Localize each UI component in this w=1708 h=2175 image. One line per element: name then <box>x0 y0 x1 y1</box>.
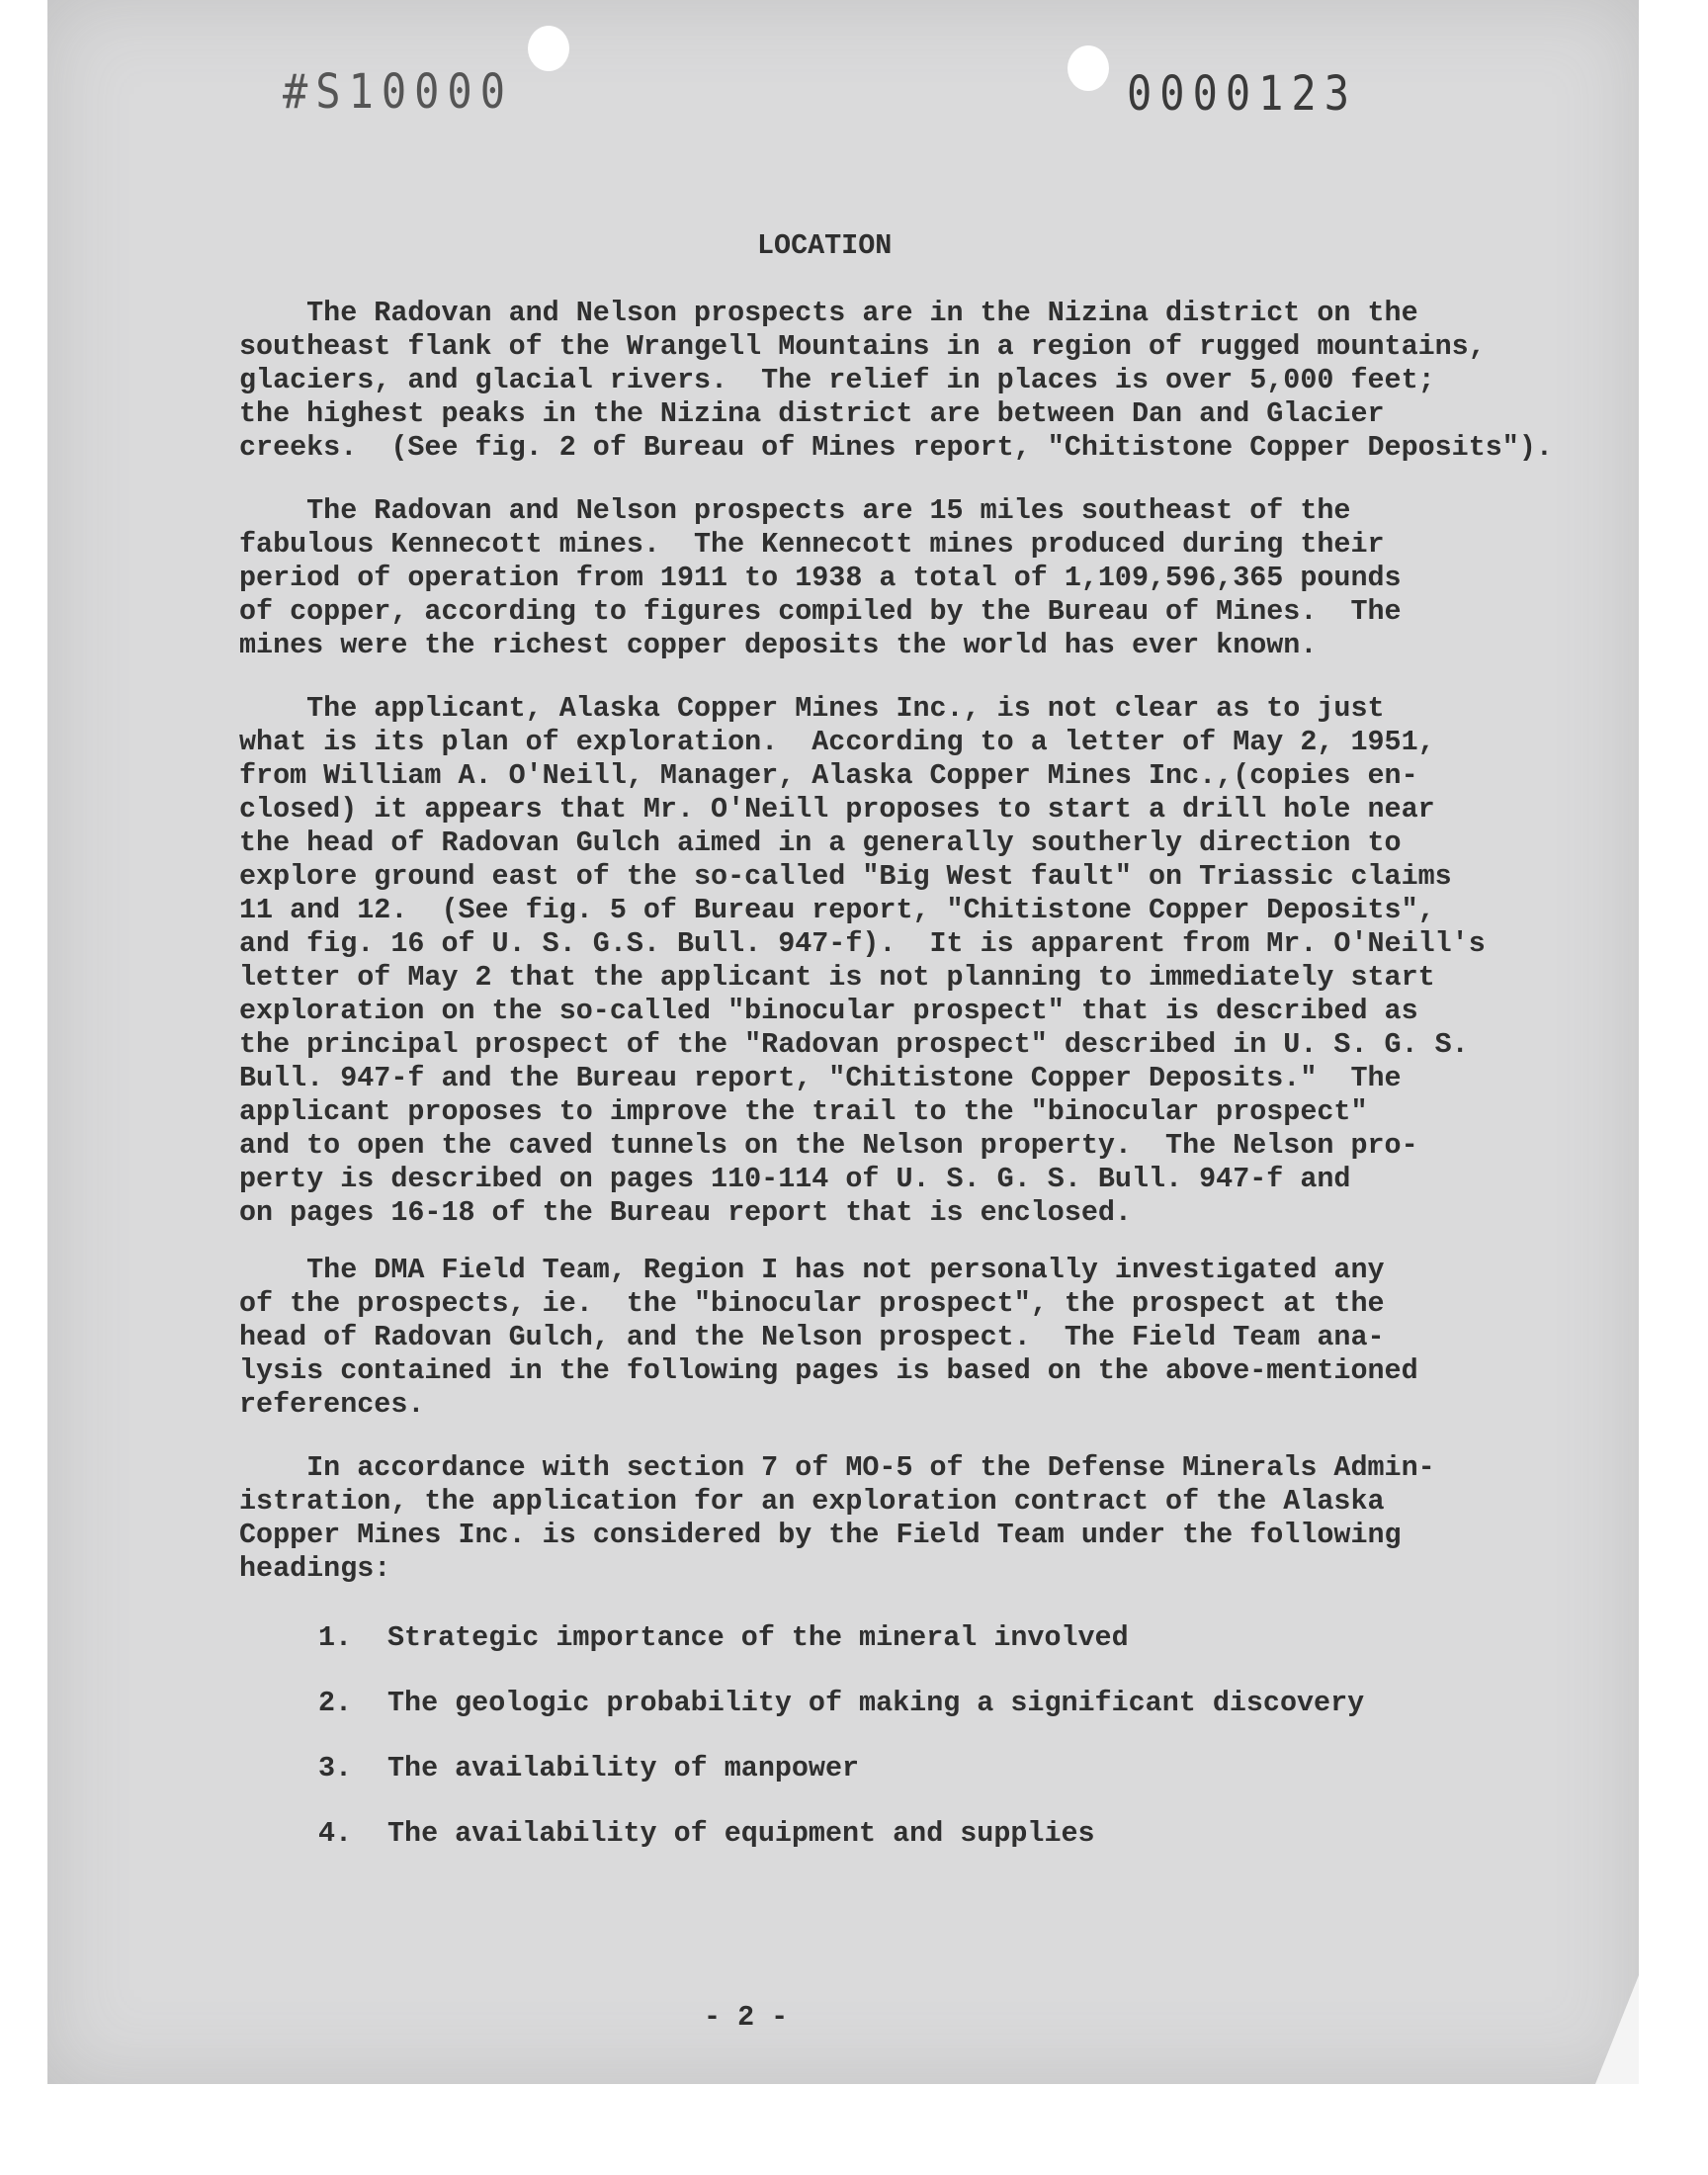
list-item-number: 2. <box>318 1687 353 1719</box>
paragraph-application-headings: In accordance with section 7 of MO-5 of the Defense Minerals Admin- istration, the application for an exploration contract of the Alaska Copper Mines Inc. is considered by the Field Team under the following headings: <box>239 1451 1435 1585</box>
headings-list <box>318 1621 1364 1882</box>
paragraph-field-team: The DMA Field Team, Region I has not personally investigated any of the prospects, ie. the "binocular prospect", the prospect at the head of Radovan Gulch, and the Nelson prospect. The Field Team ana- lysis contained in the following pages is based on the above-mentioned references. <box>239 1254 1418 1421</box>
document-stamp-left: #S10000 <box>283 63 514 120</box>
list-item <box>318 1752 1364 1817</box>
paragraph-applicant-plan: The applicant, Alaska Copper Mines Inc., is not clear as to just what is its plan of exploration. According to a letter of May 2, 1951, from William A. O'Neill, Manager, Alaska Copper Mines Inc.,(copies en- closed) it appears that Mr. O'Neill proposes to start a drill hole near the head of Radovan Gulch aimed in a generally southerly direction to explore ground east of the so-called "Big West fault" on Triassic claims 11 and 12. (See fig. 5 of Bureau report, "Chitistone Copper Deposits", and fig. 16 of U. S. G.S. Bull. 947-f). It is apparent from Mr. O'Neill's letter of May 2 that the applicant is not planning to immediately start exploration on the so-called "binocular prospect" that is described as the principal prospect of the "Radovan prospect" described in U. S. G. S. Bull. 947-f and the Bureau report, "Chitistone Copper Deposits." The applicant proposes to improve the trail to the "binocular prospect" and to open the caved tunnels on the Nelson property. The Nelson pro- perty is described on pages 110-114 of U. S. G. S. Bull. 947-f and on pages 16-18 of the Bureau report that is enclosed. <box>239 692 1486 1229</box>
list-item-text: The availability of manpower <box>387 1752 860 1784</box>
list-item-number: 3. <box>318 1752 353 1784</box>
list-item <box>318 1687 1364 1752</box>
list-item-text: The geologic probability of making a significant discovery <box>387 1687 1365 1719</box>
folded-corner <box>1595 1975 1639 2084</box>
page-number: - 2 - <box>704 2001 789 2034</box>
punch-hole-left <box>528 26 569 71</box>
list-item-text: Strategic importance of the mineral involved <box>387 1621 1129 1654</box>
section-heading: LOCATION <box>757 229 893 262</box>
list-item-number: 4. <box>318 1817 353 1850</box>
list-item-text: The availability of equipment and supplies <box>387 1817 1095 1850</box>
punch-hole-right <box>1068 45 1109 91</box>
paragraph-location-overview: The Radovan and Nelson prospects are in the Nizina district on the southeast flank of the Wrangell Mountains in a region of rugged mountains, glaciers, and glacial rivers. The relief in places is over 5,000 feet; the highest peaks in the Nizina district are between Dan and Glacier creeks. (See fig. 2 of Bureau of Mines report, "Chitistone Copper Deposits"). <box>239 297 1553 464</box>
list-item <box>318 1817 1364 1882</box>
document-stamp-right: 0000123 <box>1127 65 1358 122</box>
paragraph-kennecott-mines: The Radovan and Nelson prospects are 15 miles southeast of the fabulous Kennecott mines. The Kennecott mines produced during their period of operation from 1911 to 1938 a total of 1,109,596,365 pounds of copper, according to figures compiled by the Bureau of Mines. The mines were the richest copper deposits the world has ever known. <box>239 494 1402 661</box>
list-item <box>318 1621 1364 1687</box>
list-item-number: 1. <box>318 1621 353 1654</box>
